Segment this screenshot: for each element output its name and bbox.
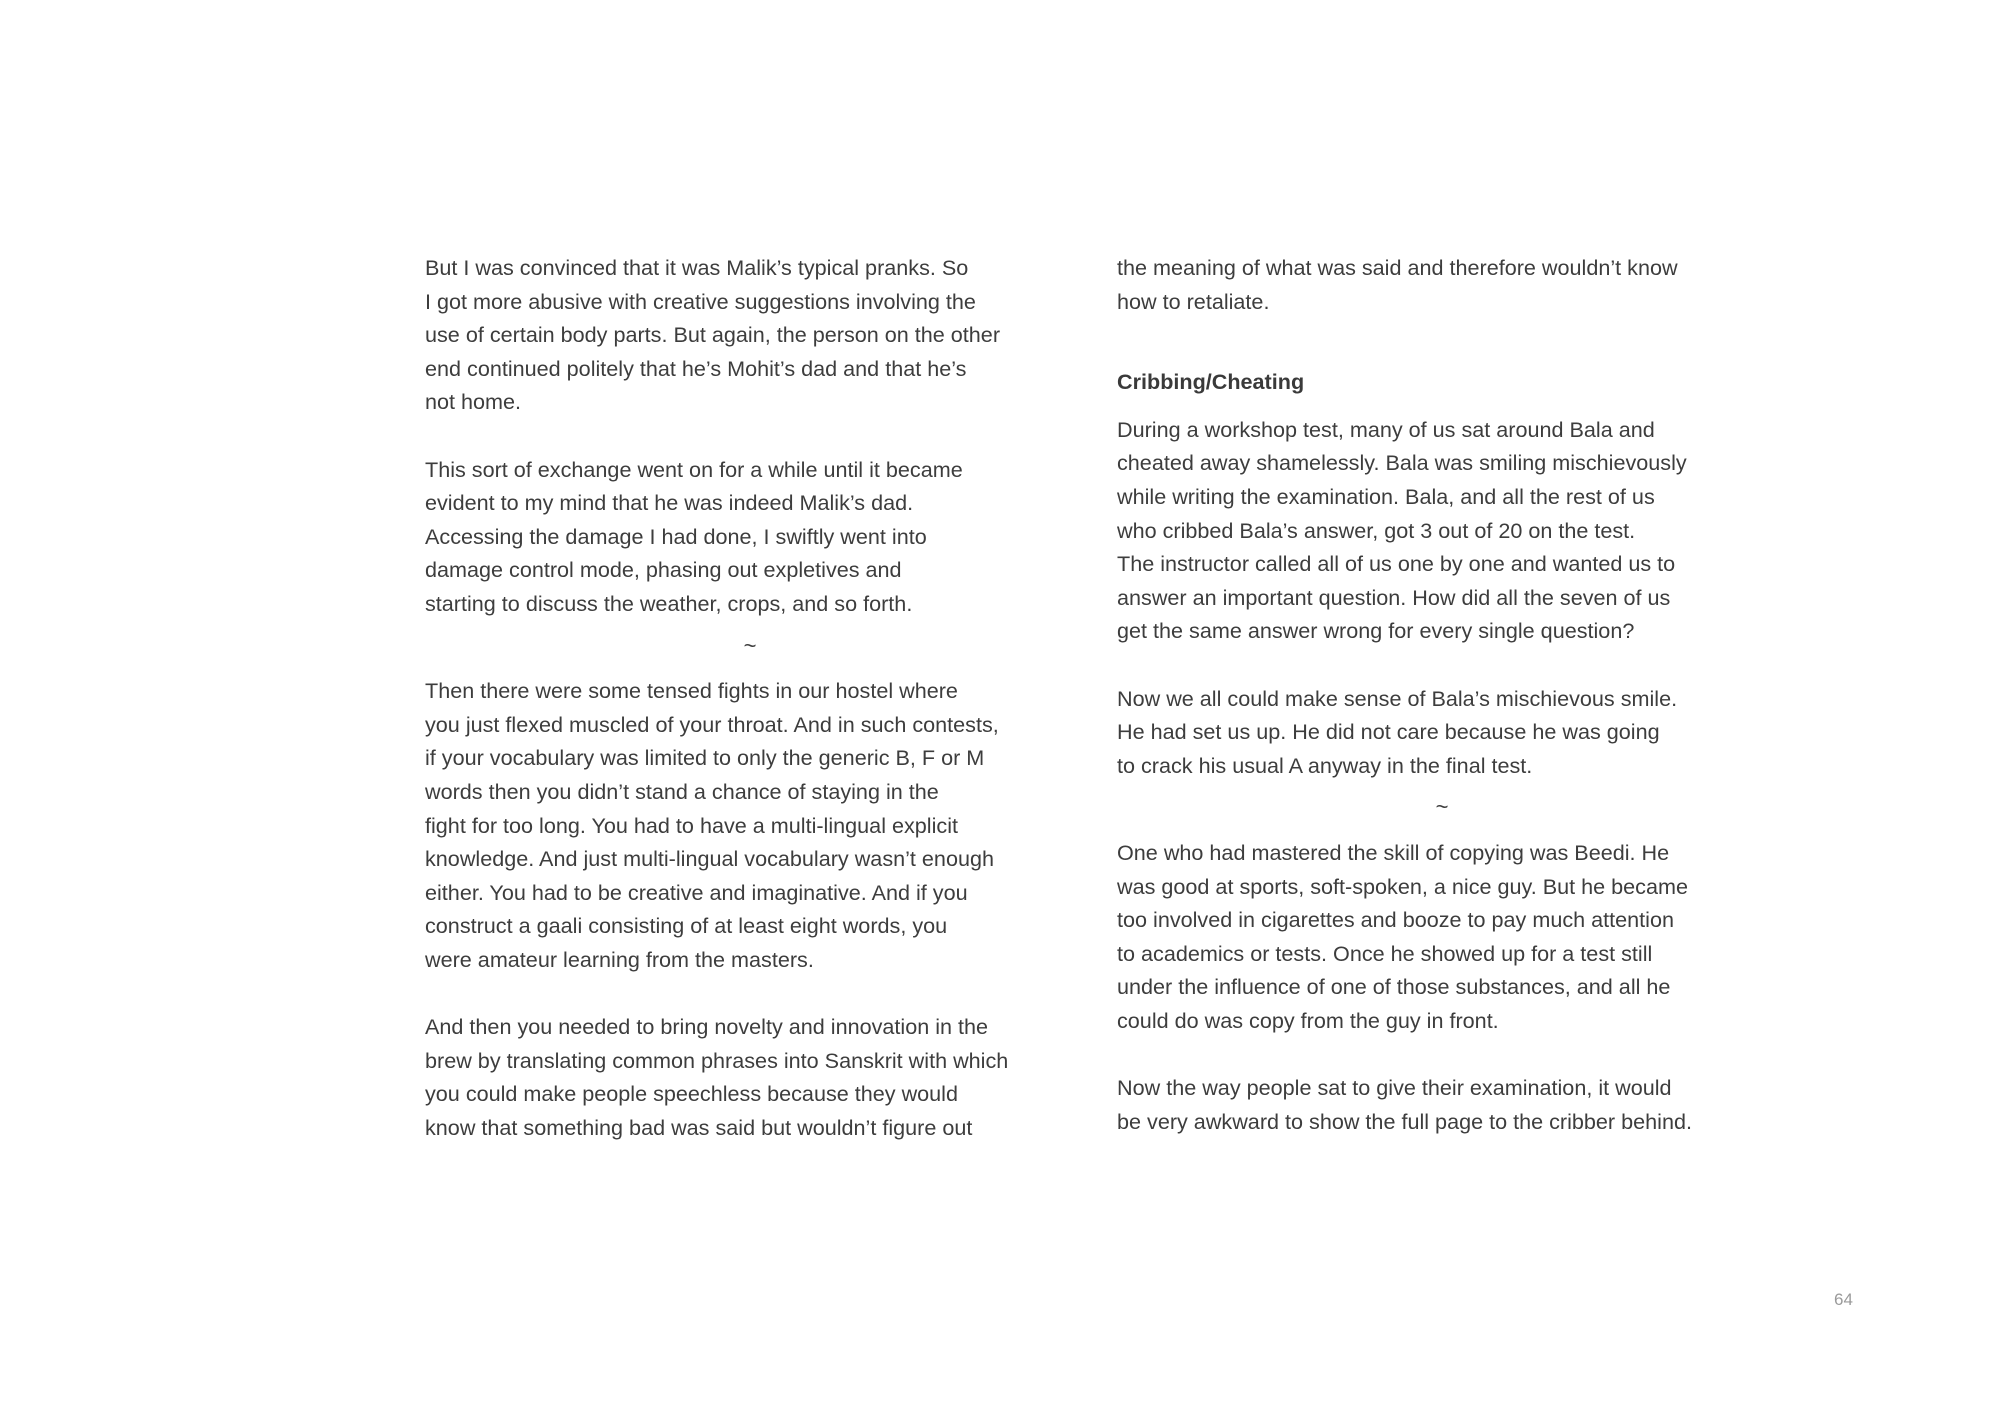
text-line: Now we all could make sense of Bala’s mischievous smile. xyxy=(1117,685,1678,711)
paragraph xyxy=(1117,251,1767,318)
text-line: while writing the examination. Bala, and all the rest of us xyxy=(1117,483,1655,509)
text-line: who cribbed Bala’s answer, got 3 out of 20 on the test. xyxy=(1117,517,1636,543)
paragraph xyxy=(425,1010,1075,1144)
section-heading: Cribbing/Cheating xyxy=(1117,369,1305,395)
text-line: This sort of exchange went on for a while until it became xyxy=(425,456,963,482)
text-line: starting to discuss the weather, crops, and so forth. xyxy=(425,590,913,616)
text-line: Now the way people sat to give their examination, it would xyxy=(1117,1075,1672,1101)
text-line: He had set us up. He did not care because he was going xyxy=(1117,719,1660,745)
text-line: brew by translating common phrases into Sanskrit with which xyxy=(425,1047,1009,1073)
page-number: 64 xyxy=(1834,1290,1853,1309)
text-line: be very awkward to show the full page to the cribber behind. xyxy=(1117,1108,1692,1134)
text-line: to crack his usual A anyway in the final test. xyxy=(1117,752,1533,778)
text-line: not home. xyxy=(425,389,522,415)
paragraph xyxy=(425,674,1075,976)
text-line: During a workshop test, many of us sat around Bala and xyxy=(1117,416,1655,442)
paragraph xyxy=(1117,682,1767,783)
text-line: The instructor called all of us one by one and wanted us to xyxy=(1117,551,1676,577)
text-line: know that something bad was said but wouldn’t figure out xyxy=(425,1114,973,1140)
text-line: But I was convinced that it was Malik’s typical pranks. So xyxy=(425,255,969,280)
paragraph xyxy=(425,251,1075,419)
text-line: construct a gaali consisting of at least eight words, you xyxy=(425,913,948,939)
paragraph xyxy=(1117,1071,1767,1138)
paragraph xyxy=(1117,836,1767,1038)
text-line: were amateur learning from the masters. xyxy=(425,946,814,972)
text-line: fight for too long. You had to have a multi-lingual explicit xyxy=(425,812,958,838)
text-line: Accessing the damage I had done, I swiftly went into xyxy=(425,523,927,549)
text-line: either. You had to be creative and imaginative. And if you xyxy=(425,879,968,905)
text-line: evident to my mind that he was indeed Malik’s dad. xyxy=(425,490,914,516)
text-line: could do was copy from the guy in front. xyxy=(1117,1007,1499,1033)
text-line: Then there were some tensed fights in our hostel where xyxy=(425,678,958,704)
text-line: words then you didn’t stand a chance of staying in the xyxy=(425,778,939,804)
section-separator: ~ xyxy=(743,632,757,658)
text-line: damage control mode, phasing out expletives and xyxy=(425,557,902,583)
section-separator: ~ xyxy=(1435,794,1449,820)
text-line: knowledge. And just multi-lingual vocabulary wasn’t enough xyxy=(425,846,994,872)
text-line: if your vocabulary was limited to only the generic B, F or M xyxy=(425,745,985,771)
text-line: I got more abusive with creative suggestions involving the xyxy=(425,288,976,314)
text-line: And then you needed to bring novelty and innovation in the xyxy=(425,1014,989,1040)
text-line: how to retaliate. xyxy=(1117,288,1270,314)
right-column xyxy=(1117,251,1767,1138)
text-line: under the influence of one of those substances, and all he xyxy=(1117,974,1671,1000)
text-line: you just flexed muscled of your throat. And in such contests, xyxy=(425,711,999,737)
text-line: the meaning of what was said and therefore wouldn’t know xyxy=(1117,255,1678,280)
text-line: get the same answer wrong for every single question? xyxy=(1117,618,1635,644)
paragraph xyxy=(1117,413,1767,648)
text-line: One who had mastered the skill of copying was Beedi. He xyxy=(1117,839,1670,865)
text-line: you could make people speechless because they would xyxy=(425,1081,958,1107)
text-line: was good at sports, soft-spoken, a nice guy. But he became xyxy=(1117,873,1688,899)
text-line: use of certain body parts. But again, the person on the other xyxy=(425,322,1001,348)
text-line: end continued politely that he’s Mohit’s dad and that he’s xyxy=(425,355,967,381)
text-line: too involved in cigarettes and booze to pay much attention xyxy=(1117,907,1674,933)
left-column xyxy=(425,251,1075,1144)
text-line: cheated away shamelessly. Bala was smiling mischievously xyxy=(1117,450,1687,476)
text-line: answer an important question. How did all the seven of us xyxy=(1117,584,1671,610)
paragraph xyxy=(425,453,1075,621)
text-line: to academics or tests. Once he showed up for a test still xyxy=(1117,940,1653,966)
